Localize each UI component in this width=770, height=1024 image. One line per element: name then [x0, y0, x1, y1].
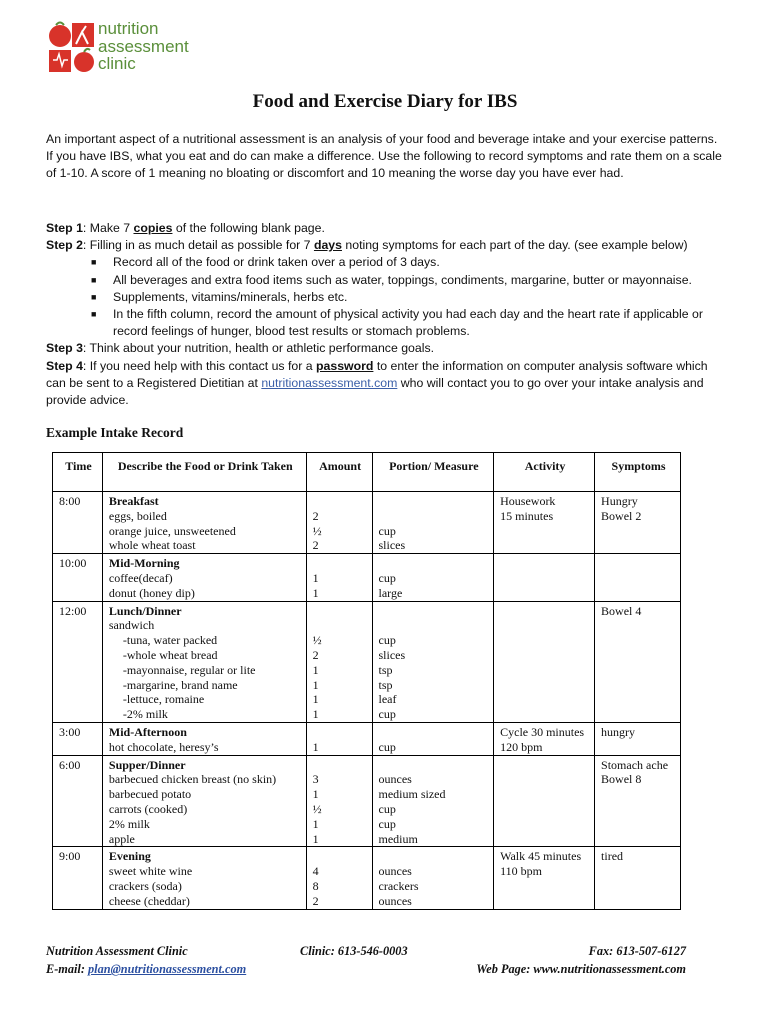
- cell-line: tsp: [378, 677, 393, 692]
- bullet-text: In the fifth column, record the amount of physical activity you had each day and the heart rate if applicable or record feelings of hunger, blood test results or stomach problems.: [113, 307, 703, 339]
- cell-line: 2: [312, 508, 319, 523]
- footer-left: [46, 942, 246, 978]
- cell-line: 2: [312, 538, 319, 553]
- cell-line: 2: [312, 647, 319, 662]
- header-symptoms: Symptoms: [595, 453, 681, 492]
- logo-line-2: assessment: [98, 36, 189, 56]
- header-time: Time: [53, 453, 103, 492]
- footer-phone: Clinic: 613-546-0003: [300, 944, 408, 958]
- document-title: Food and Exercise Diary for IBS: [252, 91, 518, 112]
- logo-line-1: nutrition: [98, 19, 159, 38]
- example-intake-table: [52, 452, 681, 910]
- step-1: [46, 220, 726, 237]
- cell-line: cup: [378, 739, 396, 754]
- step-2-text: : Filling in as much detail as possible for 7: [82, 238, 314, 253]
- step-4-text-end: who will contact you to go over your intake analysis and provide advice.: [46, 375, 704, 408]
- cell-activity: [494, 492, 595, 554]
- email-link[interactable]: plan@nutritionassessment.com: [88, 962, 247, 976]
- cell-line: [379, 494, 490, 509]
- cell-activity: [494, 554, 595, 601]
- cell-line: 1: [312, 816, 319, 831]
- cell-line: ½: [312, 523, 322, 538]
- cell-time: [53, 601, 103, 722]
- bullet-item: [46, 272, 726, 289]
- cell-line: Supper/Dinner: [108, 757, 186, 772]
- cell-portion: [372, 492, 494, 554]
- cell-line: ounces: [378, 772, 412, 787]
- cell-line: cup: [378, 633, 396, 648]
- step-2-bullet-list: [46, 254, 726, 340]
- cell-line: apple: [108, 831, 135, 846]
- cell-line: tired: [601, 849, 624, 864]
- cell-line: 3:00: [59, 724, 81, 739]
- cell-line: whole wheat toast: [108, 538, 196, 553]
- cell-line: Bowel 8: [601, 772, 642, 787]
- cell-line: 1: [312, 585, 319, 600]
- bullet-square-icon: ■: [91, 274, 97, 285]
- cell-activity: [494, 847, 595, 909]
- cell-time: [53, 755, 103, 847]
- cell-line: Bowel 2: [601, 508, 642, 523]
- bullet-text: All beverages and extra food items such as water, toppings, condiments, margarine, butter or mayonnaise.: [113, 272, 692, 287]
- cell-line: Evening: [108, 849, 151, 864]
- table-row: [53, 847, 681, 909]
- cell-line: [313, 556, 368, 571]
- cell-symptoms: [595, 755, 681, 847]
- footer-right: [476, 942, 686, 978]
- cell-line: Cycle 30 minutes: [500, 724, 585, 739]
- cell-line: [379, 509, 490, 524]
- cell-food: [102, 755, 306, 847]
- bullet-text: Record all of the food or drink taken over a period of 3 days.: [113, 255, 440, 270]
- table-row: [53, 554, 681, 601]
- bullet-item: [46, 289, 726, 306]
- cell-line: donut (honey dip): [108, 585, 195, 600]
- bullet-square-icon: ■: [91, 291, 97, 302]
- bullet-square-icon: ■: [91, 257, 97, 268]
- cell-line: carrots (cooked): [108, 801, 188, 816]
- table-row: [53, 601, 681, 722]
- cell-line: 6:00: [59, 757, 81, 772]
- cell-time: [53, 847, 103, 909]
- cell-line: slices: [378, 647, 406, 662]
- cell-line: Hungry: [601, 494, 638, 508]
- footer-web: Web Page: www.nutritionassessment.com: [476, 962, 686, 976]
- cell-line: tsp: [378, 662, 393, 677]
- cell-food: [102, 492, 306, 554]
- step-2: [46, 237, 726, 254]
- step-3: [46, 340, 726, 357]
- cell-line: cup: [378, 801, 396, 816]
- cell-line: medium sized: [378, 787, 446, 802]
- bullet-item: [46, 306, 726, 340]
- cell-line: ½: [312, 801, 322, 816]
- cell-line: 8: [312, 878, 319, 893]
- cell-portion: [372, 722, 494, 755]
- cell-line: orange juice, unsweetened: [108, 523, 236, 538]
- cell-line: cup: [378, 816, 396, 831]
- step-4-text: : If you need help with this contact us for a: [82, 358, 316, 373]
- cell-line: 110 bpm: [500, 864, 542, 879]
- cell-amount: [306, 492, 372, 554]
- cell-line: -tuna, water packed: [122, 633, 218, 648]
- table-row: [53, 492, 681, 554]
- cell-activity: [494, 722, 595, 755]
- step-4-emphasis: password: [316, 358, 374, 373]
- footer-email-label: E-mail:: [46, 962, 89, 976]
- cell-symptoms: [595, 492, 681, 554]
- cell-line: sweet white wine: [108, 864, 193, 879]
- cell-line: 1: [312, 570, 319, 585]
- cell-portion: [372, 755, 494, 847]
- step-1-text: : Make 7: [82, 221, 134, 235]
- cell-line: [313, 725, 368, 740]
- cell-amount: [306, 722, 372, 755]
- cell-line: coffee(decaf): [108, 570, 173, 585]
- step-4-label: Step 4: [46, 358, 83, 373]
- cell-line: slices: [378, 538, 406, 553]
- cell-food: [102, 554, 306, 601]
- cell-line: [379, 758, 490, 773]
- cell-line: Mid-Afternoon: [108, 724, 187, 739]
- cell-line: 4: [312, 864, 319, 879]
- cell-time: [53, 554, 103, 601]
- cell-line: 9:00: [59, 849, 81, 864]
- cell-amount: [306, 601, 372, 722]
- cell-portion: [372, 601, 494, 722]
- cell-activity: [494, 755, 595, 847]
- cell-line: 1: [312, 739, 319, 754]
- step-2-label: Step 2: [46, 238, 83, 253]
- cell-line: [313, 618, 368, 633]
- cell-line: -mayonnaise, regular or lite: [122, 662, 256, 677]
- cell-line: [313, 604, 368, 619]
- step-4: [46, 358, 726, 410]
- cell-line: 8:00: [59, 494, 81, 508]
- logo-wordmark: [98, 20, 189, 73]
- cell-line: 15 minutes: [500, 508, 554, 523]
- cell-line: crackers: [378, 878, 419, 893]
- cell-line: [379, 556, 490, 571]
- cell-line: hot chocolate, heresy’s: [108, 739, 219, 754]
- cell-line: Mid-Morning: [108, 556, 180, 571]
- cell-line: ounces: [378, 864, 412, 879]
- cell-line: [379, 604, 490, 619]
- cell-amount: [306, 554, 372, 601]
- cell-line: -lettuce, romaine: [122, 692, 205, 707]
- cell-line: 1: [312, 662, 319, 677]
- website-link[interactable]: nutritionassessment.com: [261, 375, 398, 390]
- table-header-row: [53, 453, 681, 492]
- cell-line: [379, 725, 490, 740]
- logo-apple-icon: [74, 52, 94, 72]
- table-title: Example Intake Record: [46, 425, 184, 440]
- cell-line: Walk 45 minutes: [500, 849, 582, 864]
- cell-line: -2% milk: [122, 707, 168, 722]
- cell-line: eggs, boiled: [108, 508, 167, 523]
- cell-food: [102, 722, 306, 755]
- cell-line: 1: [312, 831, 319, 846]
- intro-paragraph: [46, 131, 726, 183]
- header-food: Describe the Food or Drink Taken: [102, 453, 306, 492]
- cell-line: Lunch/Dinner: [108, 603, 182, 618]
- cell-line: 10:00: [59, 556, 87, 571]
- logo-tomato-icon: [49, 25, 71, 47]
- footer-email-line: [46, 960, 246, 978]
- cell-line: 1: [312, 677, 319, 692]
- steps-section: [46, 220, 726, 409]
- cell-food: [102, 847, 306, 909]
- cell-line: hungry: [601, 724, 636, 739]
- cell-line: ounces: [378, 893, 412, 908]
- step-2-text-end: noting symptoms for each part of the day. (see example below): [341, 238, 688, 253]
- cell-line: 2% milk: [108, 816, 150, 831]
- cell-line: 3: [312, 772, 319, 787]
- header-amount: Amount: [306, 453, 372, 492]
- cell-line: cup: [378, 707, 396, 722]
- bullet-square-icon: ■: [91, 309, 97, 320]
- cell-line: Breakfast: [108, 494, 159, 508]
- cell-line: Stomach ache: [601, 757, 669, 772]
- cell-line: [379, 849, 490, 864]
- footer-fax: Fax: 613-507-6127: [588, 944, 686, 958]
- cell-line: Housework: [500, 494, 556, 508]
- cell-time: [53, 492, 103, 554]
- cell-line: [313, 758, 368, 773]
- step-3-text: : Think about your nutrition, health or athletic performance goals.: [82, 341, 435, 356]
- cell-portion: [372, 847, 494, 909]
- cell-line: barbecued potato: [108, 787, 192, 802]
- cell-line: 120 bpm: [500, 739, 543, 754]
- footer-clinic-name: Nutrition Assessment Clinic: [46, 944, 188, 958]
- cell-symptoms: [595, 722, 681, 755]
- cell-line: cheese (cheddar): [108, 893, 190, 908]
- cell-line: -whole wheat bread: [122, 647, 218, 662]
- bullet-item: [46, 254, 726, 271]
- cell-line: crackers (soda): [108, 878, 182, 893]
- step-1-emphasis: copies: [133, 221, 173, 235]
- cell-line: cup: [378, 570, 396, 585]
- cell-line: leaf: [378, 692, 397, 707]
- step-3-label: Step 3: [46, 341, 83, 356]
- step-2-emphasis: days: [313, 238, 342, 253]
- cell-line: 1: [312, 692, 319, 707]
- cell-time: [53, 722, 103, 755]
- cell-amount: [306, 755, 372, 847]
- cell-line: sandwich: [108, 618, 155, 633]
- intro-text: An important aspect of a nutritional assessment is an analysis of your food and beverage intake and your exercise patterns. If you have IBS, what you eat and do can make a difference. Use the following to record symptoms and rate them on a scale of 1-10. A score of 1 meaning no bloating or discomfort and 10 meaning the worse day you have ever had.: [46, 132, 722, 181]
- table-body: [53, 492, 681, 910]
- logo-line-3: clinic: [98, 54, 136, 73]
- cell-line: cup: [378, 523, 396, 538]
- cell-line: 2: [312, 893, 319, 908]
- cell-food: [102, 601, 306, 722]
- cell-line: [313, 849, 368, 864]
- cell-line: Bowel 4: [601, 603, 642, 618]
- cell-line: ½: [312, 633, 322, 648]
- table-row: [53, 722, 681, 755]
- cell-line: 12:00: [59, 603, 87, 618]
- cell-line: medium: [378, 831, 418, 846]
- header-portion: Portion/ Measure: [372, 453, 494, 492]
- cell-line: -margarine, brand name: [122, 677, 238, 692]
- cell-amount: [306, 847, 372, 909]
- header-activity: Activity: [494, 453, 595, 492]
- table-row: [53, 755, 681, 847]
- cell-symptoms: [595, 554, 681, 601]
- cell-line: 1: [312, 787, 319, 802]
- bullet-text: Supplements, vitamins/minerals, herbs etc.: [113, 289, 348, 304]
- step-4-text-mid: to enter the information on computer analysis software which can be sent to a Registered Dietitian at: [46, 358, 708, 390]
- cell-line: [313, 494, 368, 509]
- cell-line: large: [378, 585, 403, 600]
- step-1-text-end: of the following blank page.: [172, 221, 325, 235]
- cell-line: barbecued chicken breast (no skin): [108, 772, 277, 787]
- cell-symptoms: [595, 847, 681, 909]
- cell-symptoms: [595, 601, 681, 722]
- step-1-label: Step 1: [46, 221, 83, 235]
- cell-portion: [372, 554, 494, 601]
- cell-activity: [494, 601, 595, 722]
- cell-line: [379, 618, 490, 633]
- cell-line: 1: [312, 707, 319, 722]
